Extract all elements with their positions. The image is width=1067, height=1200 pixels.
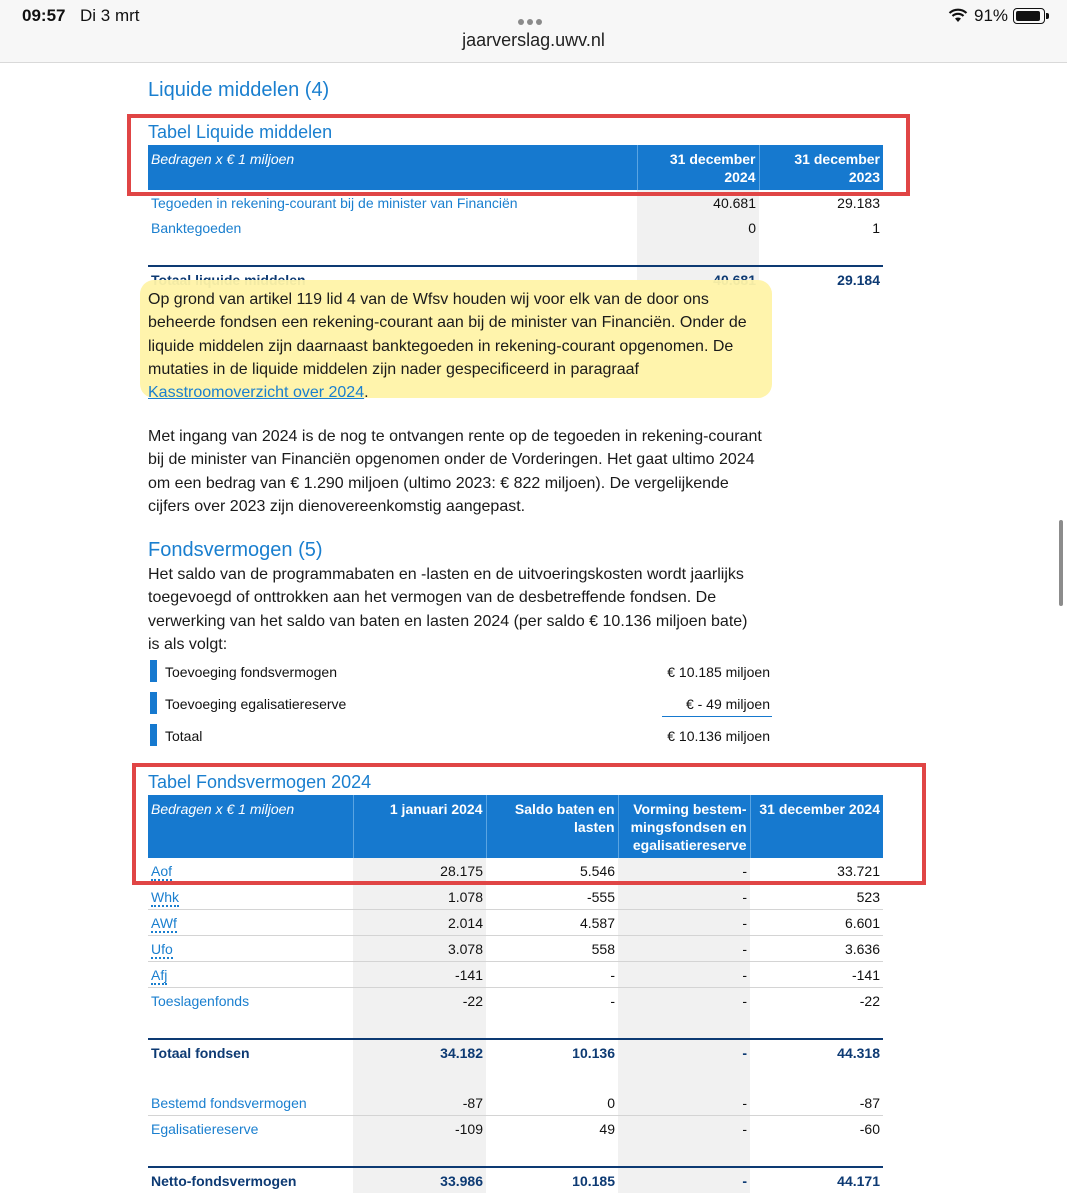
- cell: -109: [353, 1116, 486, 1142]
- table-row: [148, 215, 883, 240]
- cell: -87: [750, 1090, 883, 1116]
- cell: 3.636: [750, 936, 883, 962]
- col-header: Vorming bestem-mingsfondsen en egalisatiereserve: [618, 795, 750, 858]
- col-header: 31 december 2024: [750, 795, 883, 858]
- red-annotation-box: [127, 114, 910, 196]
- battery-icon: [1013, 8, 1045, 24]
- cell: -: [618, 1167, 750, 1193]
- cell: 0: [486, 1090, 618, 1116]
- browser-status-bar: [0, 0, 1067, 63]
- cell: 28.175: [353, 858, 486, 884]
- fv-item: [150, 660, 772, 682]
- table-row: [148, 910, 883, 936]
- cell: -: [618, 988, 750, 1014]
- cell: 6.601: [750, 910, 883, 936]
- cell: -: [618, 858, 750, 884]
- battery-percentage: 91%: [974, 6, 1009, 25]
- cell: -87: [353, 1090, 486, 1116]
- cell: 10.136: [486, 1039, 618, 1065]
- abbr-ufo[interactable]: Ufo: [151, 940, 173, 957]
- cell: 5.546: [486, 858, 618, 884]
- cell: -: [618, 936, 750, 962]
- cell: 33.986: [353, 1167, 486, 1193]
- cell: -22: [859, 992, 880, 1009]
- row-label: Toeslagenfonds: [151, 992, 250, 1009]
- cell: -141: [750, 962, 883, 988]
- row-label: Bestemd fondsvermogen: [148, 1090, 353, 1116]
- address-bar[interactable]: jaarverslag.uwv.nl: [462, 30, 605, 50]
- row-label-link[interactable]: [148, 884, 353, 910]
- paragraph-fondsvermogen: Het saldo van de programmabaten en -lasten en de uitvoeringskosten wordt jaarlijks toegevoegd of onttrokken aan het vermogen van de desbetreffende fondsen. De verwerking van het saldo van baten en lasten 2024 (per saldo € 10.136 miljoen bate) is als volgt:: [148, 566, 748, 653]
- spacer-row: [148, 1013, 883, 1039]
- row-label-link[interactable]: [148, 962, 353, 988]
- kasstroomoverzicht-link[interactable]: Kasstroomoverzicht over 2024: [148, 384, 365, 402]
- cell: 3.078: [353, 936, 486, 962]
- col-header: 31 december 2023: [759, 145, 883, 190]
- cell: -: [618, 1039, 750, 1065]
- row-label-link[interactable]: [148, 910, 353, 936]
- cell: 523: [750, 884, 883, 910]
- cell: 34.182: [353, 1039, 486, 1065]
- scrollbar[interactable]: [1059, 520, 1063, 606]
- row-label: Totaal fondsen: [148, 1039, 353, 1065]
- multitasking-dots-icon[interactable]: [518, 12, 545, 30]
- row-label: Tegoeden in rekening-courant bij de minister van Financiën: [151, 194, 518, 211]
- cell: 40.681: [637, 190, 759, 215]
- red-annotation-box: [132, 763, 926, 885]
- col-header: 1 januari 2024: [353, 795, 486, 858]
- abbr-whk[interactable]: Whk: [151, 888, 179, 905]
- paragraph-liquide-2: Met ingang van 2024 is de nog te ontvangen rente op de tegoeden in rekening-courant bij de minister van Financiën opgenomen onder de Vorderingen. Het gaat ultimo 2024 om een bedrag van € 1.290 miljoen (ultimo 2023: € 822 miljoen). De vergelijkende cijfers over 2023 zijn dienovereenkomstig aangepast.: [148, 428, 762, 515]
- cell: -: [618, 1090, 750, 1116]
- row-label-link[interactable]: [148, 936, 353, 962]
- cell: 10.185: [486, 1167, 618, 1193]
- cell: -: [618, 910, 750, 936]
- col-header: Saldo baten en lasten: [486, 795, 618, 858]
- cell: -141: [353, 962, 486, 988]
- row-label: Egalisatiereserve: [151, 1120, 259, 1137]
- fv-item-label: Toevoeging egalisatiereserve: [165, 696, 347, 712]
- cell: 1: [872, 219, 880, 236]
- fv-item-value: € 10.185 miljoen: [667, 664, 770, 680]
- fv-item-label: Toevoeging fondsvermogen: [165, 664, 338, 680]
- col-header: Bedragen x € 1 miljoen: [148, 145, 637, 190]
- fv-item: [150, 692, 772, 714]
- col-header: 31 december 2024: [637, 145, 759, 190]
- table-row: [148, 936, 883, 962]
- table-row: [148, 884, 883, 910]
- wifi-icon: [948, 7, 968, 23]
- total-row: [148, 1039, 883, 1065]
- cell: -: [618, 884, 750, 910]
- netto-row: [148, 1167, 883, 1193]
- cell: 1.078: [353, 884, 486, 910]
- spacer-row: [148, 240, 883, 266]
- cell: 49: [599, 1120, 615, 1137]
- bullet-bar: [150, 692, 157, 714]
- paragraph-text: Op grond van artikel 119 lid 4 van de Wfsv houden wij voor elk van de door ons beheerde fondsen een rekening-courant aan bij de minister van Financiën. Onder de liquide middelen zijn daarnaast banktegoeden in rekening-courant opgenomen. De mutaties in de liquide middelen zijn nader gespecificeerd in paragraaf: [148, 291, 747, 378]
- sum-underline: [662, 716, 772, 717]
- col-header: Bedragen x € 1 miljoen: [148, 795, 353, 858]
- table-row: [148, 1116, 883, 1142]
- clock: 09:57: [22, 6, 66, 25]
- row-label: Banktegoeden: [151, 219, 242, 236]
- cell: -: [618, 962, 750, 988]
- cell: 4.587: [486, 910, 618, 936]
- cell: 33.721: [750, 858, 883, 884]
- cell: 44.171: [750, 1167, 883, 1193]
- fv-item: [150, 724, 772, 746]
- fv-item-value: € - 49 miljoen: [685, 696, 770, 712]
- abbr-awf[interactable]: AWf: [151, 914, 177, 931]
- spacer-row: [148, 1141, 883, 1167]
- cell: 29.184: [759, 266, 883, 292]
- cell: 2.014: [353, 910, 486, 936]
- cell: -: [486, 962, 618, 988]
- cell: -: [610, 992, 615, 1009]
- paragraph-end: .: [364, 384, 369, 402]
- spacer-row: [148, 1065, 883, 1090]
- table-row: [148, 962, 883, 988]
- row-label: Netto-fondsvermogen: [148, 1167, 353, 1193]
- bullet-bar: [150, 660, 157, 682]
- cell: -: [618, 1116, 750, 1142]
- section-heading-fondsvermogen: Fondsvermogen (5): [148, 539, 323, 561]
- cell: 44.318: [750, 1039, 883, 1065]
- cell: 558: [486, 936, 618, 962]
- section-heading-liquide: Liquide middelen (4): [148, 79, 330, 101]
- table-caption-fondsvermogen: Tabel Fondsvermogen 2024: [148, 772, 372, 792]
- cell: -22: [353, 988, 486, 1014]
- abbr-afj[interactable]: Afj: [151, 966, 168, 983]
- cell: 0: [637, 215, 759, 240]
- table-row: [148, 1090, 883, 1116]
- paragraph-liquide-1: [148, 288, 768, 404]
- table-caption-liquide: Tabel Liquide middelen: [148, 122, 333, 142]
- date: Di 3 mrt: [80, 6, 140, 25]
- cell: -60: [859, 1120, 880, 1137]
- fv-item-value: € 10.136 miljoen: [667, 728, 770, 744]
- abbr-aof[interactable]: Aof: [151, 862, 173, 879]
- fv-item-label: Totaal: [165, 728, 203, 744]
- cell: -555: [486, 884, 618, 910]
- table-row: [148, 988, 883, 1014]
- cell: 29.183: [837, 194, 880, 211]
- bullet-bar: [150, 724, 157, 746]
